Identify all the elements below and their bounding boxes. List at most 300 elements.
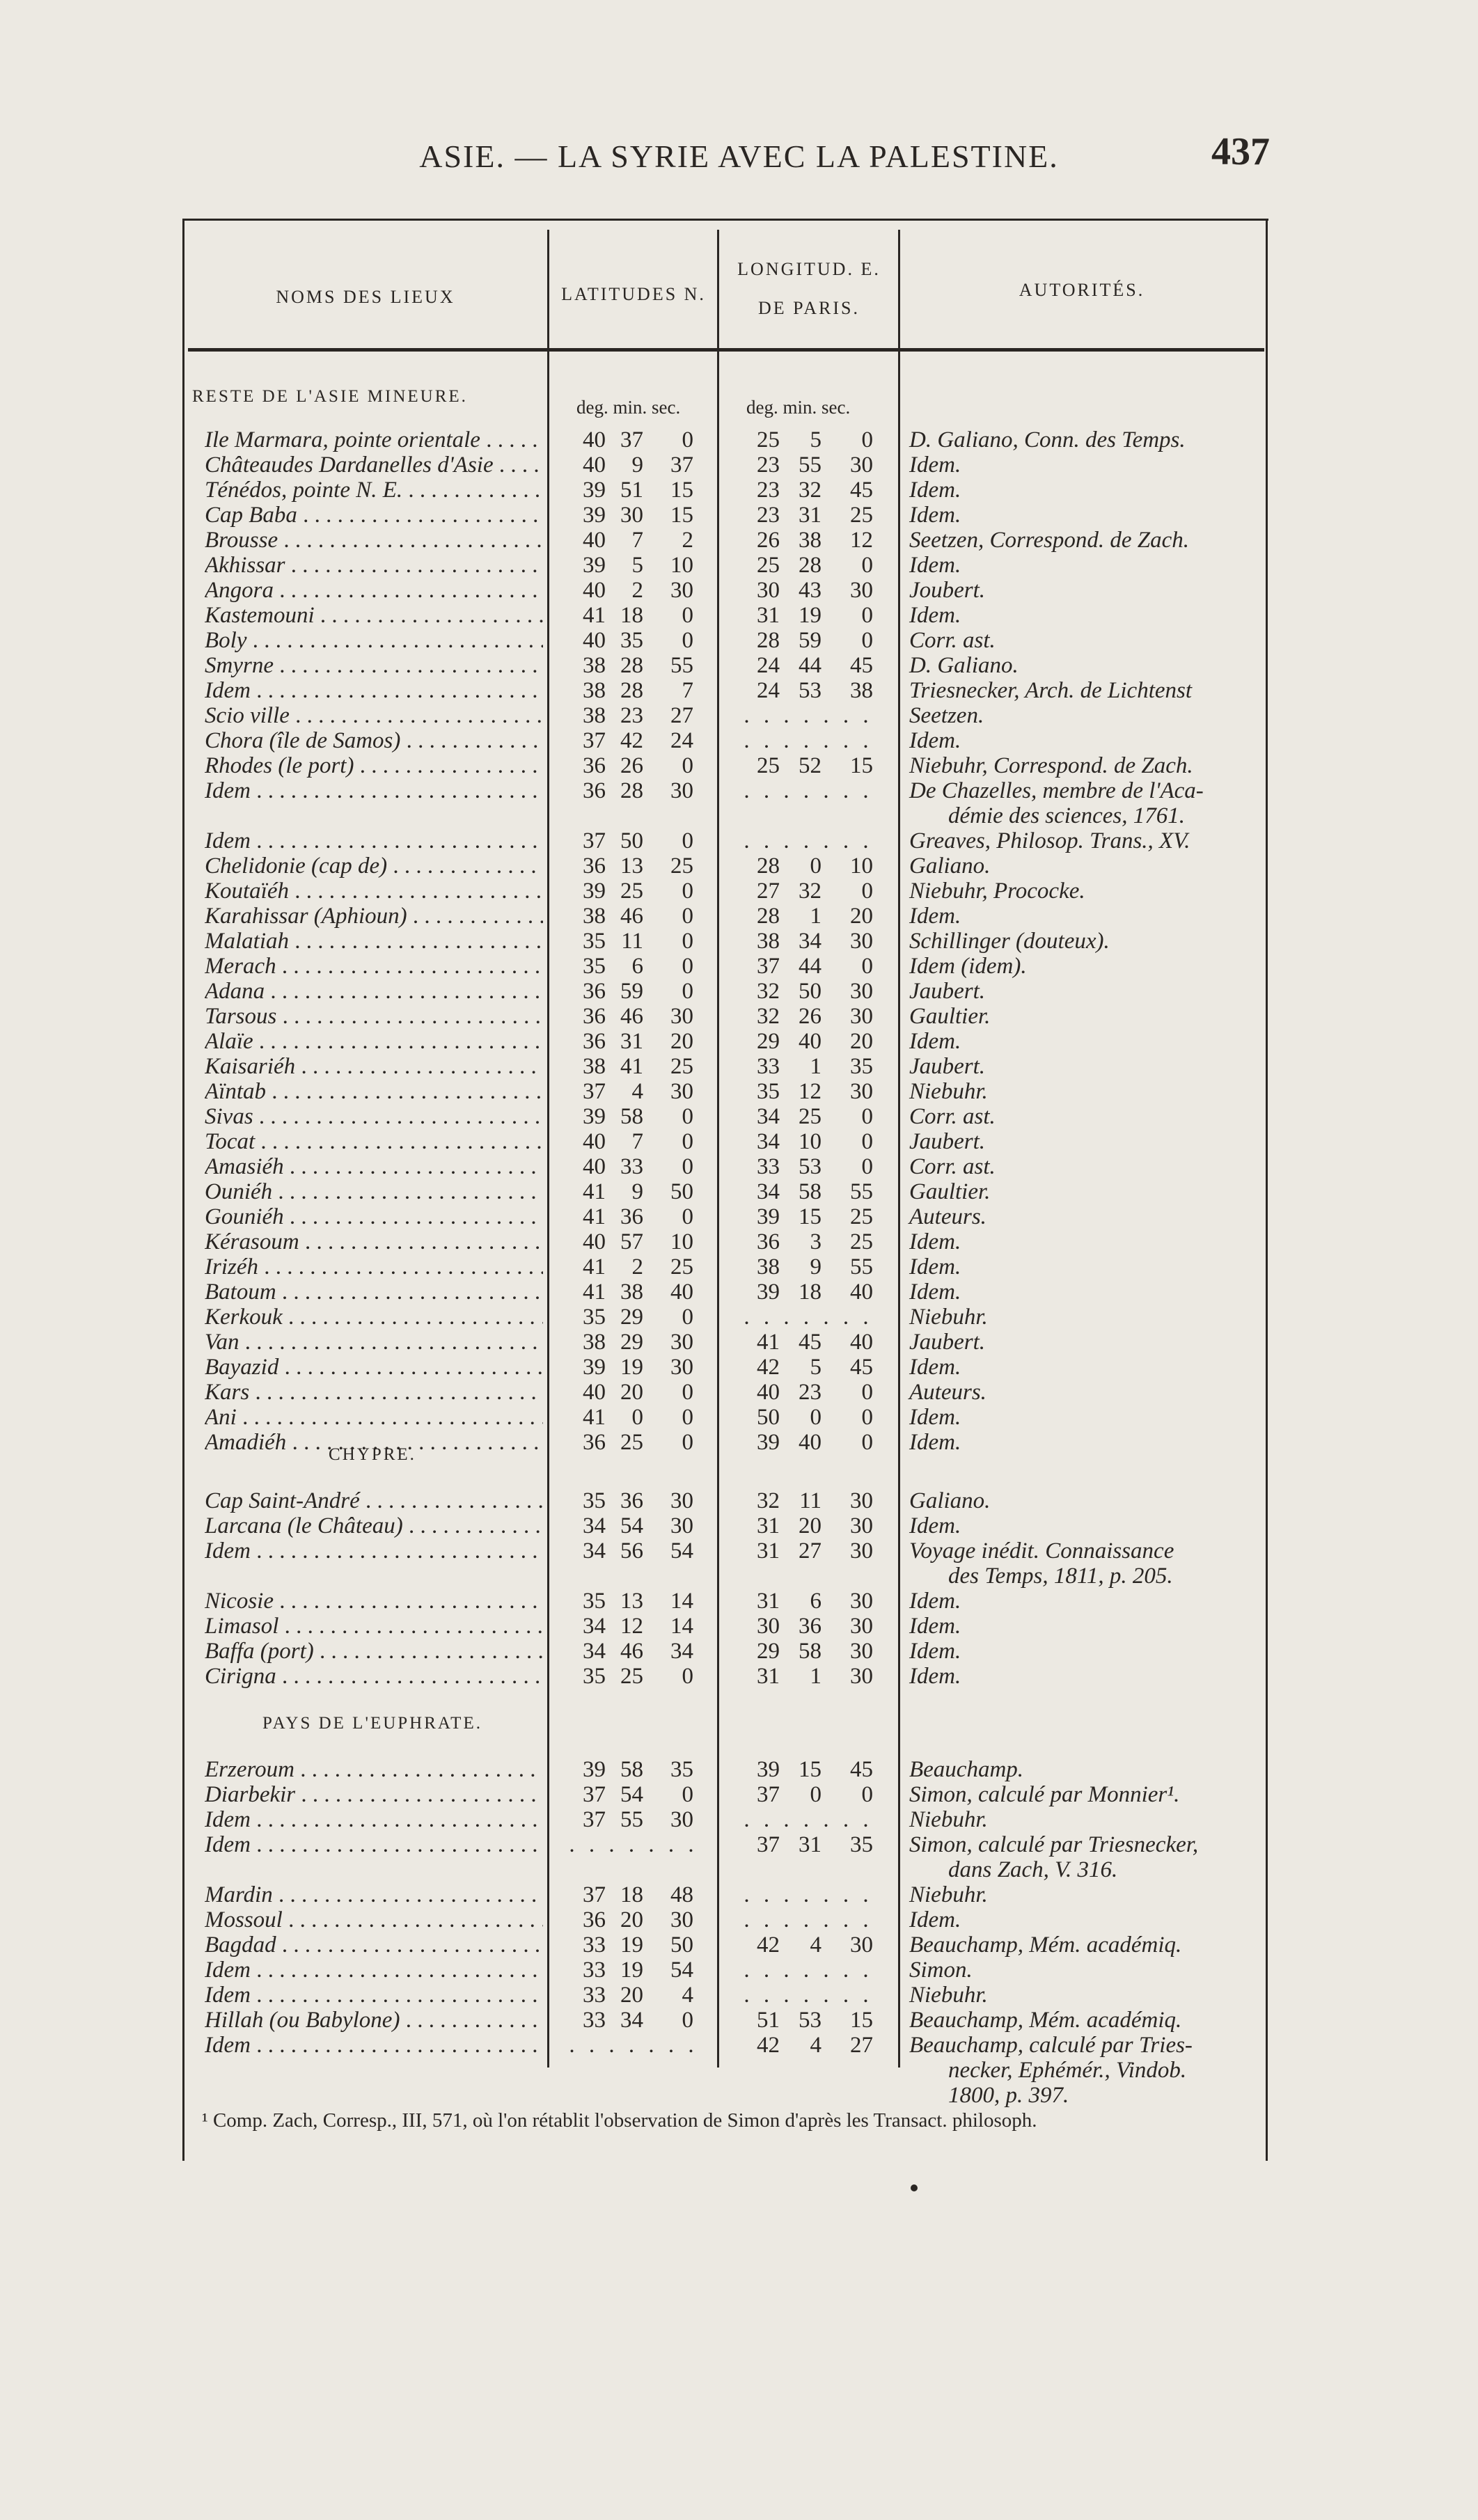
lat-sec: 0: [682, 628, 693, 653]
lat-min: 12: [620, 1614, 643, 1639]
lon-sec: 30: [850, 979, 873, 1004]
lat-sec: 0: [682, 427, 693, 452]
lon-deg: 30: [757, 1614, 780, 1639]
page-title: ASIE. — LA SYRIE AVEC LA PALESTINE.: [419, 139, 1059, 174]
authority: De Chazelles, membre de l'Aca-: [909, 778, 1204, 803]
ink-dot: [911, 2184, 918, 2191]
authority: Auteurs.: [909, 1380, 986, 1405]
lon-sec: 0: [861, 603, 873, 628]
authority: Seetzen.: [909, 703, 984, 728]
place-name: Batoum . . .: [205, 1278, 543, 1306]
authority: Beauchamp, Mém. académiq.: [909, 1932, 1182, 1958]
lon-sec: 0: [861, 954, 873, 979]
lon-deg: 39: [757, 1204, 780, 1229]
lat-min: 25: [620, 879, 643, 904]
lon-sec: 0: [861, 1104, 873, 1129]
lat-min: 9: [631, 452, 643, 478]
lon-deg: 39: [757, 1757, 780, 1782]
lat-deg: 36: [583, 1029, 606, 1054]
lat-deg: 34: [583, 1639, 606, 1664]
table-row: [0, 1078, 1478, 1105]
lat-sec: 30: [670, 1355, 693, 1380]
lon-empty: . . . . . . .: [744, 1983, 873, 2008]
place-name: Idem . . .: [205, 1981, 543, 2009]
lat-min: 28: [620, 778, 643, 803]
lat-deg: 40: [583, 1129, 606, 1154]
place-name: Bayazid . . .: [205, 1353, 543, 1381]
lat-deg: 34: [583, 1513, 606, 1538]
authority-continuation: démie des sciences, 1761.: [948, 803, 1185, 828]
lat-deg: 37: [583, 828, 606, 853]
lat-deg: 35: [583, 1488, 606, 1513]
table-row: [0, 1103, 1478, 1131]
lat-min: 18: [620, 603, 643, 628]
section-asie-mineure: RESTE DE L'ASIE MINEURE.: [192, 387, 468, 406]
lon-sec: 0: [861, 1430, 873, 1455]
table-row: [0, 752, 1478, 780]
authority: Simon.: [909, 1958, 973, 1983]
lat-deg: 38: [583, 678, 606, 703]
table-row: [0, 952, 1478, 980]
table-row: [0, 1153, 1478, 1181]
lat-sec: 2: [682, 528, 693, 553]
place-name: Gouniéh . . .: [205, 1203, 543, 1231]
lon-min: 4: [810, 1932, 821, 1958]
authority: Gaultier.: [909, 1004, 991, 1029]
lon-min: 44: [799, 653, 821, 678]
lat-deg: 37: [583, 1807, 606, 1832]
lon-sec: 38: [850, 678, 873, 703]
place-name: Hillah (ou Babylone) . . .: [205, 2006, 543, 2034]
lat-deg: 36: [583, 1907, 606, 1932]
lon-empty: . . . . . . .: [744, 728, 873, 753]
lon-deg: 26: [757, 528, 780, 553]
lon-min: 0: [810, 1782, 821, 1807]
table-row: [0, 977, 1478, 1005]
lon-min: 15: [799, 1757, 821, 1782]
lat-min: 2: [631, 1254, 643, 1279]
authority: Triesnecker, Arch. de Lichtenst: [909, 678, 1193, 703]
lon-min: 26: [799, 1004, 821, 1029]
table-row: [0, 2031, 1478, 2059]
lat-min: 19: [620, 1355, 643, 1380]
table-row: [0, 501, 1478, 529]
lon-empty: . . . . . . .: [744, 1958, 873, 1983]
place-name: Larcana (le Château) . . .: [205, 1512, 543, 1540]
lon-sec: 0: [861, 1154, 873, 1179]
lon-sec: 30: [850, 1664, 873, 1689]
lat-sec: 0: [682, 753, 693, 778]
lon-deg: 32: [757, 1004, 780, 1029]
lon-min: 9: [810, 1254, 821, 1279]
table-row: [0, 1637, 1478, 1665]
lon-min: 1: [810, 1664, 821, 1689]
lon-sec: 15: [850, 753, 873, 778]
lon-deg: 27: [757, 879, 780, 904]
lon-deg: 23: [757, 452, 780, 478]
place-name: Idem . . .: [205, 1831, 543, 1859]
table-row-continuation: [0, 1856, 1478, 1884]
authority: D. Galiano.: [909, 653, 1019, 678]
lon-sec: 20: [850, 904, 873, 929]
authority: Idem.: [909, 1279, 961, 1305]
column-header-auth: AUTORITÉS.: [1019, 280, 1145, 300]
table-row: [0, 1303, 1478, 1331]
lat-min: 36: [620, 1488, 643, 1513]
lon-units: deg. min. sec.: [746, 397, 851, 418]
lat-sec: 7: [682, 678, 693, 703]
lon-deg: 29: [757, 1639, 780, 1664]
lat-min: 19: [620, 1932, 643, 1958]
lat-min: 54: [620, 1782, 643, 1807]
lat-sec: 30: [670, 1004, 693, 1029]
lon-deg: 28: [757, 853, 780, 879]
lon-sec: 40: [850, 1279, 873, 1305]
lat-sec: 30: [670, 778, 693, 803]
lon-sec: 30: [850, 1614, 873, 1639]
lat-deg: 38: [583, 1054, 606, 1079]
lon-min: 59: [799, 628, 821, 653]
authority: Auteurs.: [909, 1204, 986, 1229]
place-name: Kastemouni . . .: [205, 601, 543, 629]
lon-min: 40: [799, 1029, 821, 1054]
lon-empty: . . . . . . .: [744, 1907, 873, 1932]
lat-sec: 4: [682, 1983, 693, 2008]
lat-sec: 24: [670, 728, 693, 753]
lon-sec: 55: [850, 1179, 873, 1204]
lon-sec: 30: [850, 1513, 873, 1538]
authority: Idem (idem).: [909, 954, 1027, 979]
lon-sec: 45: [850, 653, 873, 678]
lon-sec: 45: [850, 1757, 873, 1782]
lon-deg: 34: [757, 1104, 780, 1129]
lat-min: 50: [620, 828, 643, 853]
place-name: Ani . . .: [205, 1403, 543, 1431]
lat-deg: 35: [583, 954, 606, 979]
lon-min: 36: [799, 1614, 821, 1639]
place-name: Nicosie . . .: [205, 1587, 543, 1615]
authority: Idem.: [909, 728, 961, 753]
table-row: [0, 1027, 1478, 1055]
lon-sec: 35: [850, 1832, 873, 1857]
lat-deg: 33: [583, 1958, 606, 1983]
lon-sec: 25: [850, 1229, 873, 1254]
lat-min: 11: [621, 929, 643, 954]
lat-deg: 41: [583, 1179, 606, 1204]
lat-sec: 15: [670, 478, 693, 503]
lat-min: 35: [620, 628, 643, 653]
lon-deg: 30: [757, 578, 780, 603]
lon-sec: 25: [850, 1204, 873, 1229]
table-row: [0, 1228, 1478, 1256]
lon-min: 23: [799, 1380, 821, 1405]
place-name: Idem . . .: [205, 677, 543, 704]
lon-min: 0: [810, 1405, 821, 1430]
table-row: [0, 1053, 1478, 1080]
table-row: [0, 1956, 1478, 1984]
lat-min: 9: [631, 1179, 643, 1204]
lon-deg: 37: [757, 1832, 780, 1857]
lon-deg: 34: [757, 1179, 780, 1204]
table-row: [0, 652, 1478, 679]
lon-sec: 0: [861, 1380, 873, 1405]
lat-sec: 0: [682, 879, 693, 904]
lat-deg: 36: [583, 979, 606, 1004]
lon-sec: 30: [850, 929, 873, 954]
place-name: Amasiéh . . .: [205, 1153, 543, 1181]
lat-min: 5: [631, 553, 643, 578]
lat-min: 42: [620, 728, 643, 753]
place-name: Rhodes (le port) . . .: [205, 752, 543, 780]
lon-min: 1: [810, 1054, 821, 1079]
lon-sec: 20: [850, 1029, 873, 1054]
lat-min: 13: [620, 1589, 643, 1614]
lon-empty: . . . . . . .: [744, 778, 873, 803]
table-row: [0, 1203, 1478, 1231]
lat-sec: 0: [682, 603, 693, 628]
lon-sec: 0: [861, 628, 873, 653]
lat-deg: 33: [583, 2008, 606, 2033]
lon-sec: 45: [850, 1355, 873, 1380]
lat-deg: 39: [583, 553, 606, 578]
place-name: Kérasoum . . .: [205, 1228, 543, 1256]
lat-sec: 14: [670, 1614, 693, 1639]
table-row: [0, 1906, 1478, 1934]
lon-deg: 25: [757, 427, 780, 452]
authority: Galiano.: [909, 853, 991, 879]
lon-sec: 35: [850, 1054, 873, 1079]
column-header-lat: LATITUDES N.: [561, 284, 706, 304]
lat-min: 46: [620, 1004, 643, 1029]
lat-sec: 0: [682, 954, 693, 979]
place-name: Brousse . . .: [205, 526, 543, 554]
lat-deg: 39: [583, 1355, 606, 1380]
lat-sec: 15: [670, 503, 693, 528]
place-name: Idem . . .: [205, 1806, 543, 1834]
lon-sec: 45: [850, 478, 873, 503]
lat-deg: 38: [583, 703, 606, 728]
lon-sec: 12: [850, 528, 873, 553]
authority: Jaubert.: [909, 1129, 986, 1154]
authority: Niebuhr.: [909, 1305, 988, 1330]
place-name: Mossoul . . .: [205, 1906, 543, 1934]
table-row: [0, 1831, 1478, 1859]
place-name: Scio ville . . .: [205, 702, 543, 730]
section-chypre: CHYPRE.: [329, 1445, 416, 1464]
lat-deg: 39: [583, 1104, 606, 1129]
lat-deg: 40: [583, 528, 606, 553]
authority: Galiano.: [909, 1488, 991, 1513]
table-row-continuation: [0, 802, 1478, 830]
place-name: Akhissar . . .: [205, 551, 543, 579]
lon-sec: 15: [850, 2008, 873, 2033]
table-row: [0, 1931, 1478, 1959]
lon-deg: 37: [757, 954, 780, 979]
lon-min: 50: [799, 979, 821, 1004]
lat-min: 37: [620, 427, 643, 452]
lat-deg: 40: [583, 1229, 606, 1254]
authority: Schillinger (douteux).: [909, 929, 1110, 954]
section-euphrate: PAYS DE L'EUPHRATE.: [262, 1714, 482, 1733]
lat-deg: 35: [583, 1589, 606, 1614]
lat-min: 30: [620, 503, 643, 528]
lat-min: 0: [631, 1405, 643, 1430]
lat-deg: 36: [583, 778, 606, 803]
table-row: [0, 1806, 1478, 1834]
lat-sec: 0: [682, 1104, 693, 1129]
authority: Idem.: [909, 1907, 961, 1932]
table-row: [0, 1781, 1478, 1809]
lat-deg: 35: [583, 1664, 606, 1689]
authority: Beauchamp, calculé par Tries-: [909, 2033, 1193, 2058]
table-row: [0, 1353, 1478, 1381]
lon-min: 10: [799, 1129, 821, 1154]
lat-min: 6: [631, 954, 643, 979]
table-row: [0, 1253, 1478, 1281]
lat-sec: 0: [682, 1782, 693, 1807]
footnote: ¹ Comp. Zach, Corresp., III, 571, où l'on rétablit l'observation de Simon d'après les Transact. philosoph.: [202, 2109, 1037, 2132]
lat-deg: 39: [583, 478, 606, 503]
lat-deg: 41: [583, 603, 606, 628]
lon-deg: 32: [757, 1488, 780, 1513]
lat-sec: 35: [670, 1757, 693, 1782]
place-name: Malatiah . . .: [205, 927, 543, 955]
lat-sec: 34: [670, 1639, 693, 1664]
lat-sec: 27: [670, 703, 693, 728]
table-row: [0, 601, 1478, 629]
lat-sec: 40: [670, 1279, 693, 1305]
table-row: [0, 1428, 1478, 1456]
lon-min: 18: [799, 1279, 821, 1305]
place-name: Karahissar (Aphioun) . . .: [205, 902, 543, 930]
place-name: Idem . . .: [205, 1537, 543, 1565]
authority: Greaves, Philosop. Trans., XV.: [909, 828, 1190, 853]
place-name: Koutaïéh . . .: [205, 877, 543, 905]
table-row: [0, 1403, 1478, 1431]
lat-sec: 55: [670, 653, 693, 678]
place-name: Bagdad . . .: [205, 1931, 543, 1959]
authority: Voyage inédit. Connaissance: [909, 1538, 1174, 1564]
lon-deg: 28: [757, 628, 780, 653]
table-row: [0, 702, 1478, 730]
authority: Gaultier.: [909, 1179, 991, 1204]
lat-min: 57: [620, 1229, 643, 1254]
lon-min: 20: [799, 1513, 821, 1538]
lat-sec: 20: [670, 1029, 693, 1054]
lat-min: 36: [620, 1204, 643, 1229]
lon-deg: 33: [757, 1054, 780, 1079]
authority: Idem.: [909, 1029, 961, 1054]
table-row: [0, 1487, 1478, 1515]
place-name: Boly . . .: [205, 627, 543, 654]
lon-deg: 28: [757, 904, 780, 929]
place-name: Cap Saint-André . . .: [205, 1487, 543, 1515]
lon-deg: 34: [757, 1129, 780, 1154]
lat-deg: 36: [583, 1004, 606, 1029]
place-name: Ténédos, pointe N. E. . . .: [205, 476, 543, 504]
authority: Niebuhr, Prococke.: [909, 879, 1085, 904]
lon-deg: 40: [757, 1380, 780, 1405]
lat-deg: 33: [583, 1983, 606, 2008]
lon-deg: 39: [757, 1430, 780, 1455]
place-name: Adana . . .: [205, 977, 543, 1005]
lon-deg: 25: [757, 553, 780, 578]
lon-min: 27: [799, 1538, 821, 1564]
lon-sec: 30: [850, 1538, 873, 1564]
lon-sec: 0: [861, 879, 873, 904]
lon-min: 32: [799, 879, 821, 904]
lon-deg: 31: [757, 1513, 780, 1538]
table-row: [0, 677, 1478, 704]
authority: Idem.: [909, 553, 961, 578]
lat-sec: 14: [670, 1589, 693, 1614]
table-row: [0, 1756, 1478, 1783]
place-name: Erzeroum . . .: [205, 1756, 543, 1783]
lon-min: 53: [799, 678, 821, 703]
authority: Simon, calculé par Monnier¹.: [909, 1782, 1180, 1807]
lat-empty: . . . . . . .: [569, 1832, 698, 1857]
place-name: Van . . .: [205, 1328, 543, 1356]
lon-sec: 10: [850, 853, 873, 879]
table-row: [0, 451, 1478, 479]
lon-sec: 25: [850, 503, 873, 528]
lon-empty: . . . . . . .: [744, 703, 873, 728]
lat-deg: 36: [583, 1430, 606, 1455]
lat-min: 46: [620, 904, 643, 929]
lat-sec: 25: [670, 1054, 693, 1079]
lon-deg: 42: [757, 2033, 780, 2058]
lon-sec: 30: [850, 452, 873, 478]
authority: Seetzen, Correspond. de Zach.: [909, 528, 1190, 553]
lat-sec: 0: [682, 1305, 693, 1330]
lat-sec: 0: [682, 1204, 693, 1229]
lon-min: 11: [799, 1488, 821, 1513]
authority: Idem.: [909, 1639, 961, 1664]
lat-min: 54: [620, 1513, 643, 1538]
authority: Jaubert.: [909, 1054, 986, 1079]
lon-min: 15: [799, 1204, 821, 1229]
authority: Jaubert.: [909, 979, 986, 1004]
table-row: [0, 1587, 1478, 1615]
lon-sec: 0: [861, 427, 873, 452]
lon-min: 52: [799, 753, 821, 778]
lon-sec: 40: [850, 1330, 873, 1355]
lat-empty: . . . . . . .: [569, 2033, 698, 2058]
lat-min: 58: [620, 1757, 643, 1782]
lon-sec: 30: [850, 1079, 873, 1104]
lon-min: 19: [799, 603, 821, 628]
table-row: [0, 877, 1478, 905]
authority: Idem.: [909, 1513, 961, 1538]
lat-sec: 30: [670, 1907, 693, 1932]
lon-min: 12: [799, 1079, 821, 1104]
table-row: [0, 2006, 1478, 2034]
lat-sec: 30: [670, 1488, 693, 1513]
lat-min: 26: [620, 753, 643, 778]
authority-continuation: des Temps, 1811, p. 205.: [948, 1564, 1173, 1589]
table-row: [0, 1128, 1478, 1156]
authority: Idem.: [909, 1355, 961, 1380]
lon-min: 5: [810, 427, 821, 452]
place-name: Kerkouk . . .: [205, 1303, 543, 1331]
table-row: [0, 551, 1478, 579]
lon-deg: 39: [757, 1279, 780, 1305]
lat-min: 23: [620, 703, 643, 728]
table-row: [0, 476, 1478, 504]
lon-sec: 0: [861, 1782, 873, 1807]
place-name: Idem . . .: [205, 827, 543, 855]
lat-min: 31: [620, 1029, 643, 1054]
